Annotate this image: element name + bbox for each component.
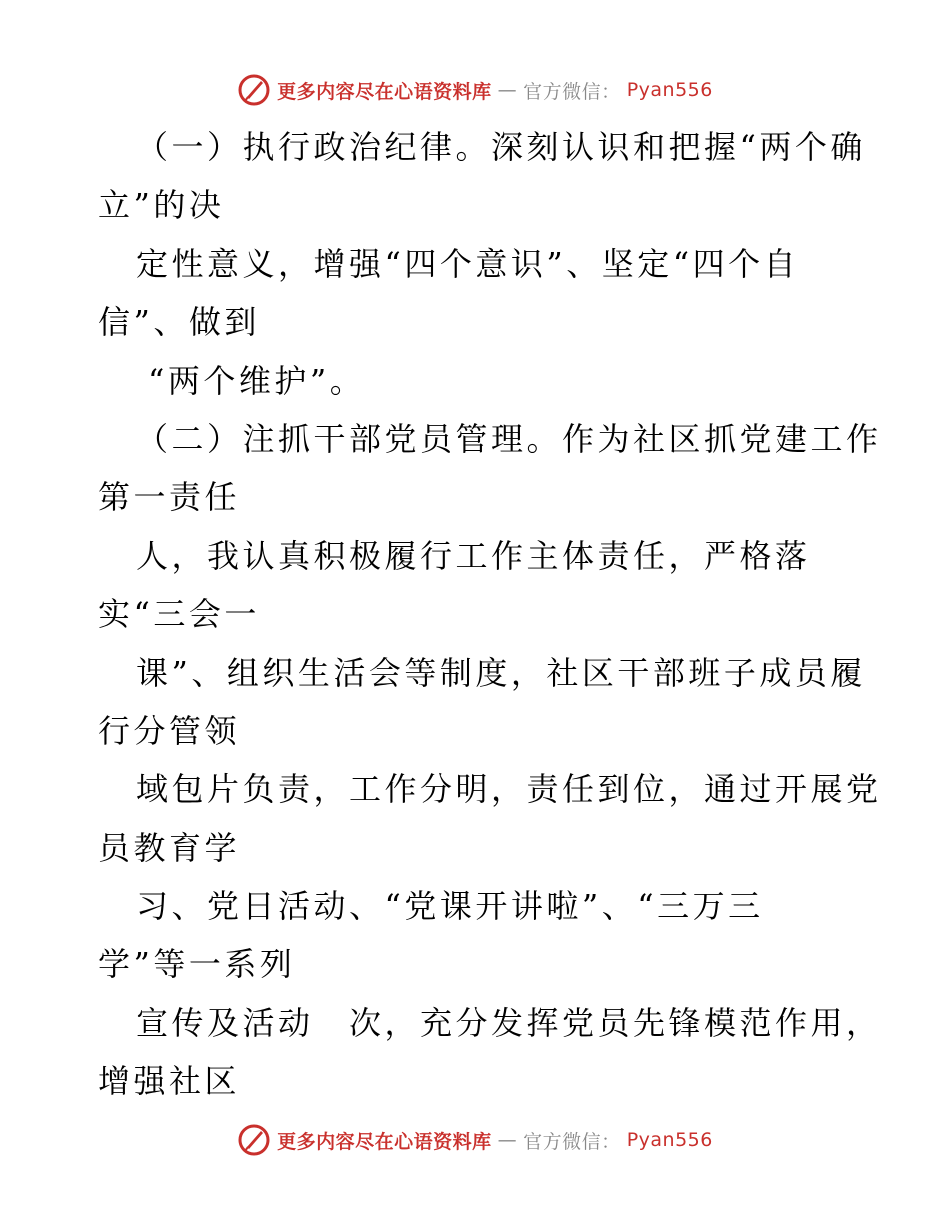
- watermark-sub-text: 官方微信：: [523, 1130, 621, 1153]
- text-line: 人，我认真积极履行工作主体责任，严格落: [136, 536, 811, 575]
- text-line: 信”、做到: [98, 303, 260, 342]
- text-line: 学”等一系列: [98, 945, 296, 984]
- document-body: [98, 118, 882, 1111]
- watermark-dash: —: [497, 79, 518, 101]
- text-line: 行分管领: [98, 711, 241, 750]
- watermark-id-text: Pyan556: [626, 79, 713, 101]
- text-line: 实“三会一: [98, 595, 260, 634]
- text-line: 课”、组织生活会等制度，社区干部班子成员履: [136, 653, 866, 692]
- watermark-id-text: Pyan556: [626, 1129, 713, 1151]
- text-line: 第一责任: [98, 478, 241, 517]
- text-line: （二）注抓干部党员管理。作为社区抓党建工作: [136, 419, 882, 458]
- header-watermark: [0, 70, 950, 110]
- watermark-main-text: 更多内容尽在心语资料库: [277, 80, 492, 103]
- text-line: “两个维护”。: [148, 361, 366, 400]
- text-line: 增强社区: [98, 1062, 241, 1101]
- text-line: 习、党日活动、“党课开讲啦”、“三万三: [136, 887, 764, 926]
- quill-pen-logo-icon: [237, 73, 271, 107]
- footer-watermark: [0, 1120, 950, 1160]
- watermark-main-text: 更多内容尽在心语资料库: [277, 1130, 492, 1153]
- text-line: 定性意义，增强“四个意识”、坚定“四个自: [136, 244, 800, 283]
- text-line: 员教育学: [98, 828, 241, 867]
- quill-pen-logo-icon: [237, 1123, 271, 1157]
- text-line: 立”的决: [98, 186, 225, 225]
- text-line: （一）执行政治纪律。深刻认识和把握“两个确: [136, 128, 866, 166]
- watermark-sub-text: 官方微信：: [523, 80, 621, 103]
- watermark-dash: —: [497, 1129, 518, 1151]
- text-line: 宣传及活动 次，充分发挥党员先锋模范作用，: [136, 1003, 882, 1042]
- text-line: 域包片负责，工作分明，责任到位，通过开展党: [136, 770, 882, 809]
